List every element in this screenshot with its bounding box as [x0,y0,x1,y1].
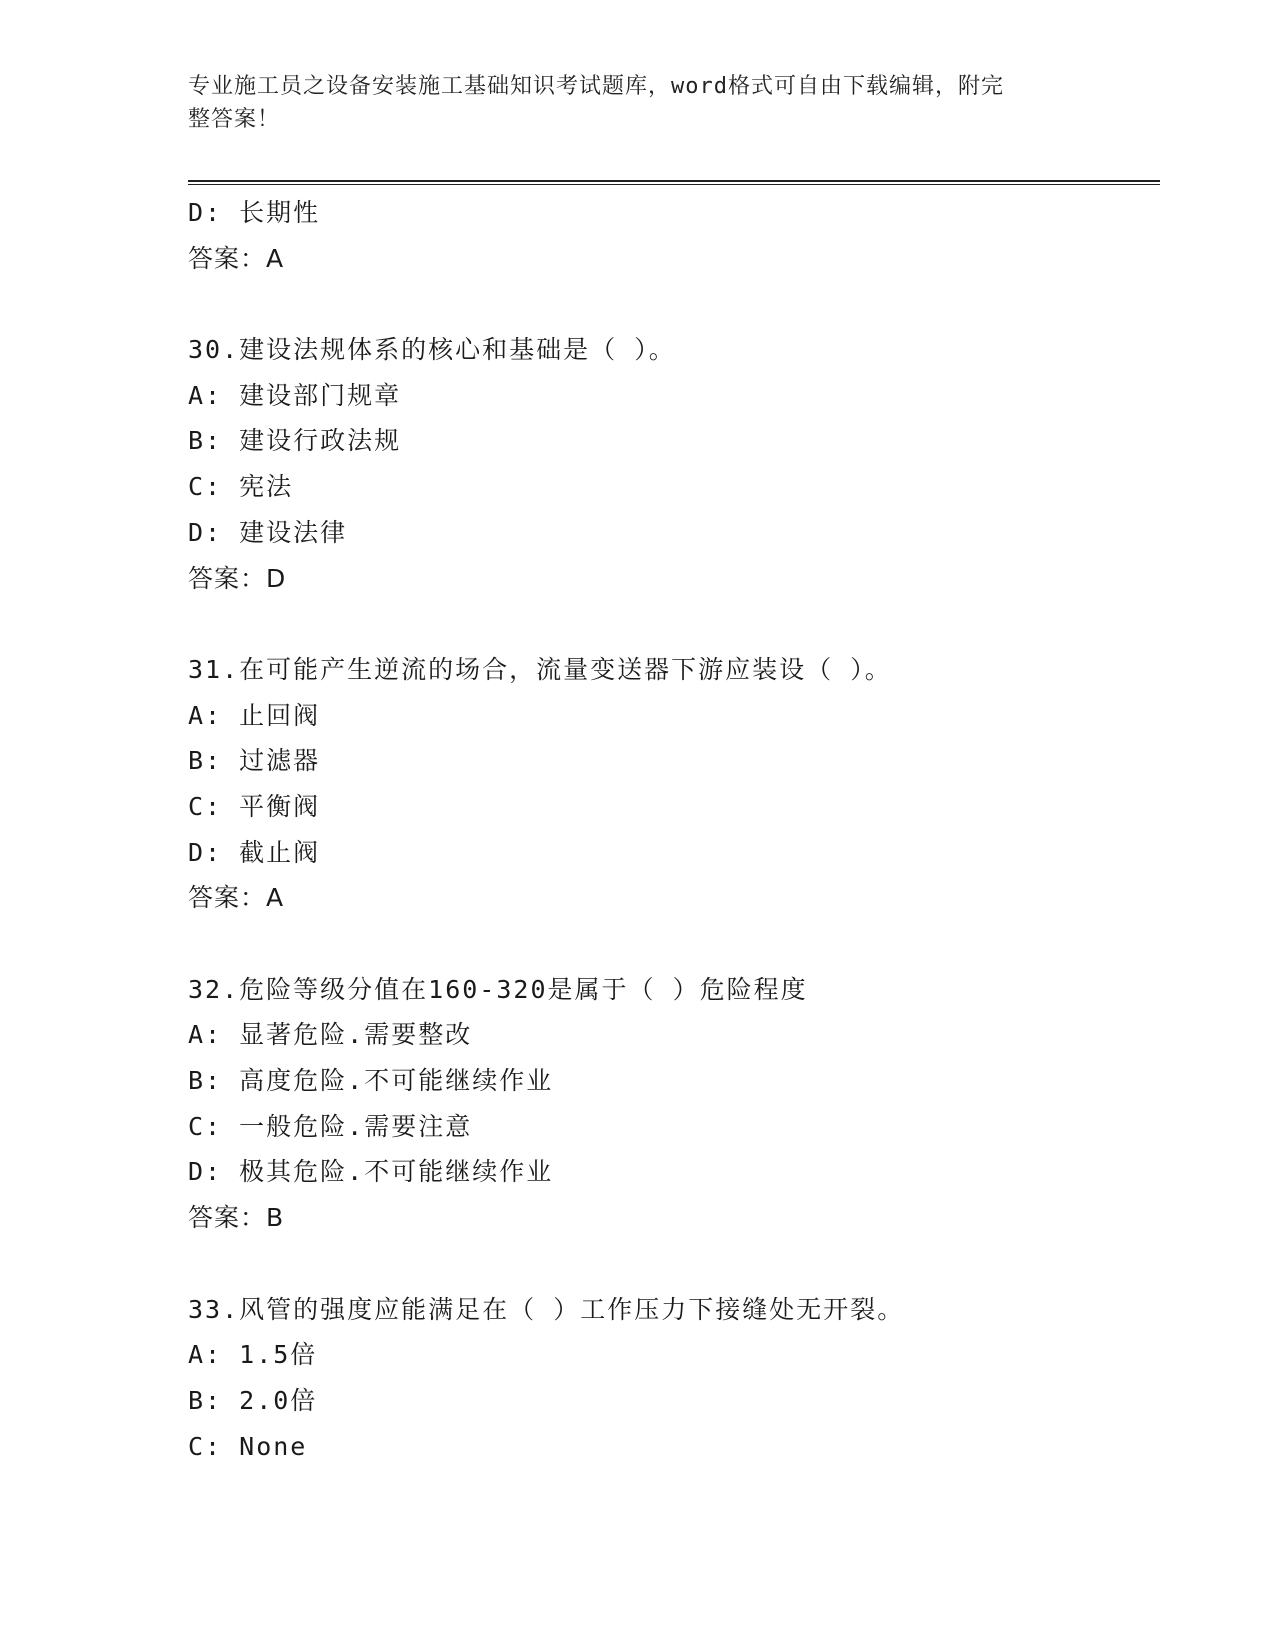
option-d: D: 长期性 [188,198,321,227]
spacer [188,601,1148,647]
question-33 [188,1287,1148,1470]
option-d: D: 截止阀 [188,837,321,867]
option-d: D: 极其危险.不可能继续作业 [188,1157,554,1187]
option-c: C: 平衡阀 [188,791,321,821]
header-title-line-1: 专业施工员之设备安装施工基础知识考试题库，word格式可自由下载编辑，附完 [188,74,1004,99]
answer-line: 答案：A [188,243,285,273]
answer-line: 答案：A [188,883,285,913]
option-b: B: 建设行政法规 [188,426,402,456]
option-a: A: 建设部门规章 [188,380,402,410]
option-a: A: 止回阀 [188,700,321,730]
option-a: A: 显著危险.需要整改 [188,1020,473,1050]
header-title-line-2: 整答案！ [188,107,281,132]
previous-question-tail [188,190,1148,281]
option-b: B: 2.0倍 [188,1385,318,1415]
question-31 [188,647,1148,921]
question-stem: 30.建设法规体系的核心和基础是（ ）。 [188,335,676,365]
option-a: A: 1.5倍 [188,1340,318,1370]
question-stem: 31.在可能产生逆流的场合，流量变送器下游应装设（ ）。 [188,654,892,684]
answer-line: 答案：D [188,563,287,593]
option-c: C: None [188,1431,308,1461]
spacer [188,1241,1148,1287]
option-b: B: 高度危险.不可能继续作业 [188,1066,554,1096]
option-c: C: 宪法 [188,472,294,502]
answer-line: 答案：B [188,1203,285,1233]
document-header [188,70,1088,136]
question-30 [188,327,1148,601]
question-content [188,190,1148,1469]
spacer [188,921,1148,967]
spacer [188,281,1148,327]
option-c: C: 一般危险.需要注意 [188,1111,473,1141]
option-d: D: 建设法律 [188,517,348,547]
question-stem: 32.危险等级分值在160-320是属于（ ）危险程度 [188,974,808,1004]
question-stem: 33.风管的强度应能满足在（ ）工作压力下接缝处无开裂。 [188,1294,905,1324]
question-32 [188,967,1148,1241]
option-b: B: 过滤器 [188,746,321,776]
header-divider [188,180,1160,185]
